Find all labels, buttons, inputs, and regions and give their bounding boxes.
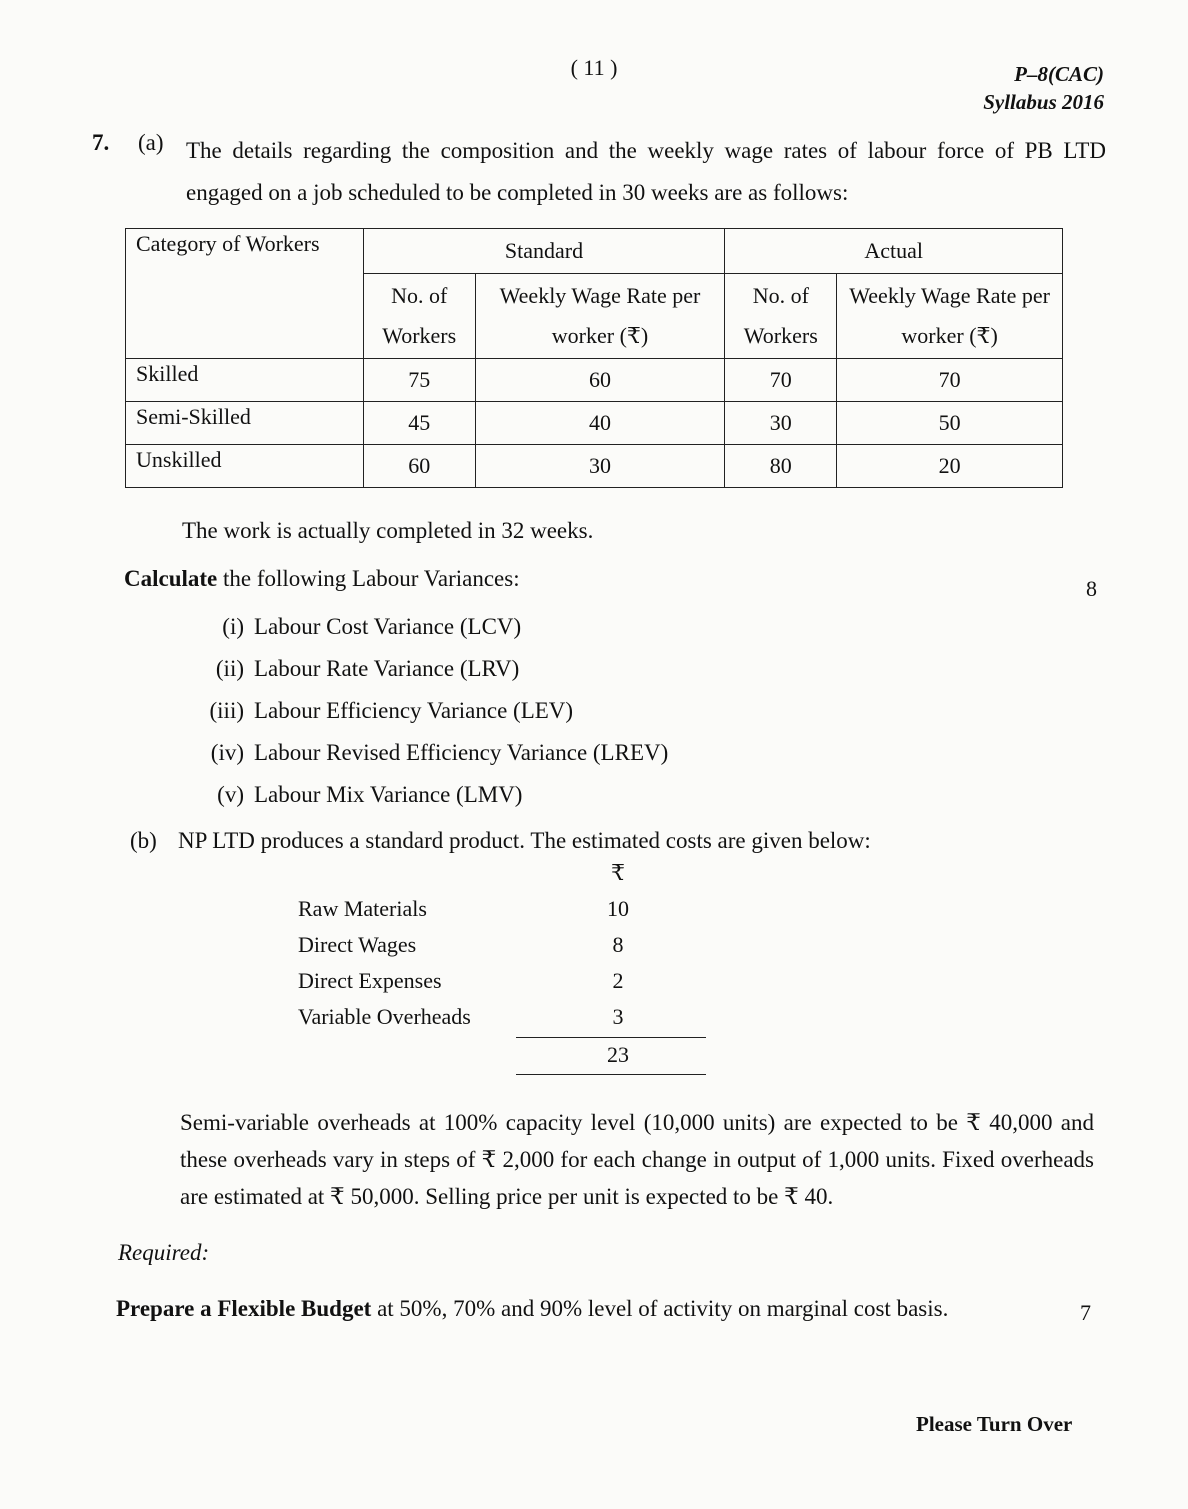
calculate-rest: the following Labour Variances:: [217, 566, 520, 591]
list-number: (ii): [215, 656, 244, 681]
total-top-rule: [516, 1037, 706, 1038]
cost-total-row: [298, 1042, 638, 1068]
paper-code-block: [983, 60, 1104, 116]
turn-over: Please Turn Over: [916, 1412, 1073, 1436]
cell-std-rate: 60: [475, 359, 725, 402]
cell-category: Skilled: [126, 359, 364, 402]
part-b-text: NP LTD produces a standard product. The estimated costs are given below:: [178, 828, 871, 853]
prepare-instruction: [116, 1288, 948, 1330]
header-act-rate: Weekly Wage Rate per worker (₹): [837, 274, 1063, 359]
cost-value: 8: [612, 932, 624, 957]
header-standard: Standard: [363, 229, 725, 274]
header-category: Category of Workers: [126, 229, 364, 359]
paper-code: P–8(CAC): [1014, 62, 1104, 86]
prepare-rest: at 50%, 70% and 90% level of activity on marginal cost basis.: [371, 1296, 949, 1321]
cell-std-rate: 40: [475, 402, 725, 445]
header-std-rate: Weekly Wage Rate per worker (₹): [475, 274, 725, 359]
list-text: Labour Rate Variance (LRV): [254, 656, 520, 681]
list-item: [200, 740, 668, 766]
table-row: [126, 402, 1063, 445]
cell-category: Semi-Skilled: [126, 402, 364, 445]
calculate-instruction: [124, 558, 520, 600]
list-item: [200, 656, 519, 682]
cell-act-workers: 80: [725, 445, 837, 488]
total-bottom-rule: [516, 1074, 706, 1075]
cost-label: Variable Overheads: [298, 1004, 471, 1029]
list-text: Labour Revised Efficiency Variance (LREV): [254, 740, 669, 765]
header-act-workers: No. of Workers: [725, 274, 837, 359]
labour-table: [125, 228, 1063, 488]
cost-row: [298, 1004, 638, 1030]
semi-variable-text: Semi-variable overheads at 100% capacity level (10,000 units) are expected to be ₹ 40,000 and these overheads vary in steps of ₹ 2,000 for each change in output of 1,000 units. Fixed overheads are estimated at ₹ 50,000. Selling price per unit is expected to be ₹ 40.: [180, 1110, 1094, 1209]
completion-text: The work is actually completed in 32 weeks.: [182, 518, 594, 543]
cell-act-workers: 70: [725, 359, 837, 402]
page-number: ( 11 ): [570, 55, 618, 80]
cell-act-workers: 30: [725, 402, 837, 445]
prepare-bold: Prepare a Flexible Budget: [116, 1296, 372, 1321]
cell-act-rate: 20: [837, 445, 1063, 488]
cost-total: 23: [607, 1042, 629, 1067]
list-text: Labour Efficiency Variance (LEV): [254, 698, 574, 723]
list-item: [200, 698, 573, 724]
list-number: (iii): [209, 698, 244, 723]
part-a-text: The details regarding the composition and the weekly wage rates of labour force of PB LTD engaged on a job scheduled to be completed in 30 weeks are as follows:: [186, 138, 1106, 205]
cell-act-rate: 50: [837, 402, 1063, 445]
calculate-bold: Calculate: [124, 566, 218, 591]
part-a-label: (a): [138, 130, 164, 155]
required-text: Required:: [118, 1240, 210, 1265]
cell-category: Unskilled: [126, 445, 364, 488]
cell-std-workers: 45: [363, 402, 475, 445]
list-text: Labour Mix Variance (LMV): [254, 782, 523, 807]
list-item: [200, 782, 522, 808]
list-number: (i): [222, 614, 244, 639]
cell-act-rate: 70: [837, 359, 1063, 402]
cost-value: 3: [612, 1004, 624, 1029]
table-row: [126, 445, 1063, 488]
header-std-workers: No. of Workers: [363, 274, 475, 359]
currency-symbol: ₹: [611, 860, 625, 885]
cell-std-rate: 30: [475, 445, 725, 488]
cell-std-workers: 60: [363, 445, 475, 488]
question-number: 7.: [92, 130, 110, 155]
list-number: (iv): [210, 740, 244, 765]
cell-std-workers: 75: [363, 359, 475, 402]
list-item: [200, 614, 521, 640]
syllabus-year: Syllabus 2016: [983, 90, 1104, 114]
part-b-label: (b): [130, 828, 157, 853]
header-actual: Actual: [725, 229, 1063, 274]
cost-row: [298, 896, 638, 922]
cost-row: [298, 932, 638, 958]
required-label: [118, 1232, 209, 1274]
cost-label: Direct Wages: [298, 932, 417, 957]
table-row: [126, 359, 1063, 402]
cost-row: [298, 968, 638, 994]
marks-part-b: 7: [1080, 1300, 1091, 1325]
cost-value: 2: [612, 968, 624, 993]
cost-value: 10: [607, 896, 629, 921]
marks-part-a: 8: [1086, 576, 1097, 601]
list-number: (v): [217, 782, 244, 807]
cost-label: Direct Expenses: [298, 968, 442, 993]
cost-label: Raw Materials: [298, 896, 427, 921]
list-text: Labour Cost Variance (LCV): [254, 614, 522, 639]
